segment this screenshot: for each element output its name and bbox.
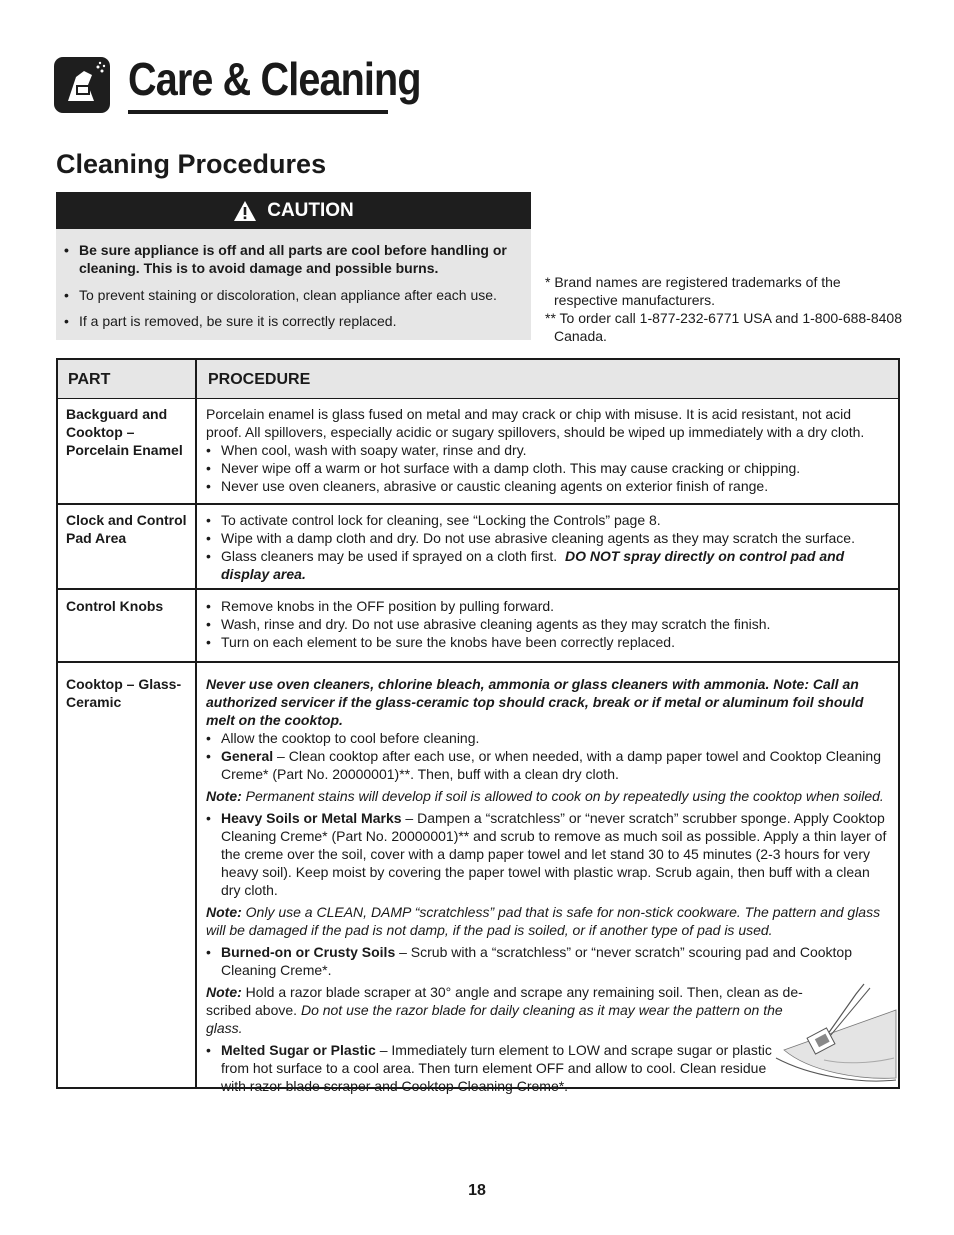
part-porcelain-enamel: Backguard and Cooktop – Porcelain Enamel (66, 406, 183, 458)
list-item: • General – Clean cooktop after each use, or when needed, with a damp paper towel and Cooktop Cleaning Creme* (Part No. 20000001)**. Then, buff with a clean dry cloth. (206, 748, 881, 782)
section-title: Cleaning Procedures (56, 149, 327, 179)
caution-box (56, 229, 531, 340)
row-divider (58, 588, 898, 590)
list-item: • When cool, wash with soapy water, rinse and dry. (206, 442, 527, 458)
list-item: • Never use oven cleaners, abrasive or caustic cleaning agents on exterior finish of range. (206, 478, 769, 494)
part-clock-control-pad: Clock and Control Pad Area (66, 512, 187, 546)
list-item: • Heavy Soils or Metal Marks – Dampen a “scratchless” or “never scratch” scrubber sponge. Apply Cooktop Cleaning Creme* (Part No. 20000001)** and scrub to remove as much soil as possible. Apply a thin layer of the creme over the soil, cover with a damp paper towel and let stand 30 to 45 minutes (2-3 hours for very heavy soil). Keep moist by covering the paper towel with plastic wrap. Scrub again, then buff with a clean dry cloth. (206, 810, 887, 898)
row-divider (58, 503, 898, 505)
razor-scraper-illustration (770, 980, 898, 1086)
list-item: • Melted Sugar or Plastic – Immediately turn element to LOW and scrape sugar or plastic from hot surface to a cool area. Then turn element OFF and allow to cool. Clean residue with razor blade scraper and Cooktop Cleaning Creme*. (206, 1042, 772, 1094)
order-note: ** To order call 1-877-232-6771 USA and 1-800-688-8408 Canada. (545, 310, 902, 344)
caution-item: • To prevent staining or discoloration, clean appliance after each use. (64, 287, 497, 303)
header-part: PART (68, 371, 111, 388)
part-glass-ceramic: Cooktop – Glass-Ceramic (66, 676, 182, 710)
footnotes (545, 273, 905, 345)
table-header (58, 360, 898, 399)
caution-item: • Be sure appliance is off and all parts are cool before handling or cleaning. This is to avoid damage and possible burns. (64, 242, 507, 276)
list-item: • Remove knobs in the OFF position by pulling forward. (206, 598, 555, 614)
procedure-control-knobs (206, 597, 890, 651)
glass-ceramic-warning: Never use oven cleaners, chlorine bleach, ammonia or glass cleaners with ammonia. Note: Call an authorized servicer if the glass-ceramic top should crack, break or if metal or aluminum foil should melt on the cooktop. (206, 676, 864, 728)
warning-triangle-icon (233, 200, 257, 222)
row-divider (58, 661, 898, 663)
note: Note: Permanent stains will develop if soil is allowed to cook on by repeatedly using the cooktop when soiled. (206, 788, 884, 804)
list-item: • Glass cleaners may be used if sprayed on a cloth first. DO NOT spray directly on control pad and display area. (206, 548, 845, 582)
list-item: • Wipe with a damp cloth and dry. Do not use abrasive cleaning agents as they may scratch the surface. (206, 530, 855, 546)
list-item: • Burned-on or Crusty Soils – Scrub with a “scratchless” or “never scratch” scouring pad and Cooktop Cleaning Creme*. (206, 944, 852, 978)
list-item: • Turn on each element to be sure the knobs have been correctly replaced. (206, 634, 675, 650)
caution-item: • If a part is removed, be sure it is correctly replaced. (64, 313, 397, 329)
caution-banner (56, 192, 531, 229)
cleaning-spray-icon (54, 57, 110, 113)
header-underline (128, 110, 388, 114)
procedure-intro: Porcelain enamel is glass fused on metal and may crack or chip with misuse. It is acid resistant, not acid proof. All spillovers, especially acidic or sugary spillovers, should be wiped up immediately with a dry cloth. (206, 406, 865, 440)
procedure-clock-control-pad (206, 511, 890, 583)
list-item: • Allow the cooktop to cool before cleaning. (206, 730, 480, 746)
note: Note: Hold a razor blade scraper at 30° angle and scrape any remaining soil. Then, clean as de-scribed above. Do not use the razor blade for daily cleaning as it may wear the pattern on the glass. (206, 984, 803, 1036)
header-procedure: PROCEDURE (208, 371, 311, 388)
note: Note: Only use a CLEAN, DAMP “scratchless” pad that is safe for non-stick cookware. The pattern and glass will be damaged if the pad is not damp, if the pad is soiled, or if another type of pad is used. (206, 904, 881, 938)
column-divider (195, 360, 197, 1087)
part-control-knobs: Control Knobs (66, 598, 164, 614)
page-number: 18 (468, 1182, 486, 1199)
trademark-note: * Brand names are registered trademarks of the respective manufacturers. (545, 274, 841, 308)
caution-label: CAUTION (267, 199, 354, 221)
procedure-porcelain-enamel (206, 405, 890, 495)
page-header-title: Care & Cleaning (128, 53, 421, 105)
list-item: • Never wipe off a warm or hot surface with a damp cloth. This may cause cracking or chipping. (206, 460, 801, 476)
list-item: • To activate control lock for cleaning, see “Locking the Controls” page 8. (206, 512, 661, 528)
list-item: • Wash, rinse and dry. Do not use abrasive cleaning agents as they may scratch the finish. (206, 616, 771, 632)
